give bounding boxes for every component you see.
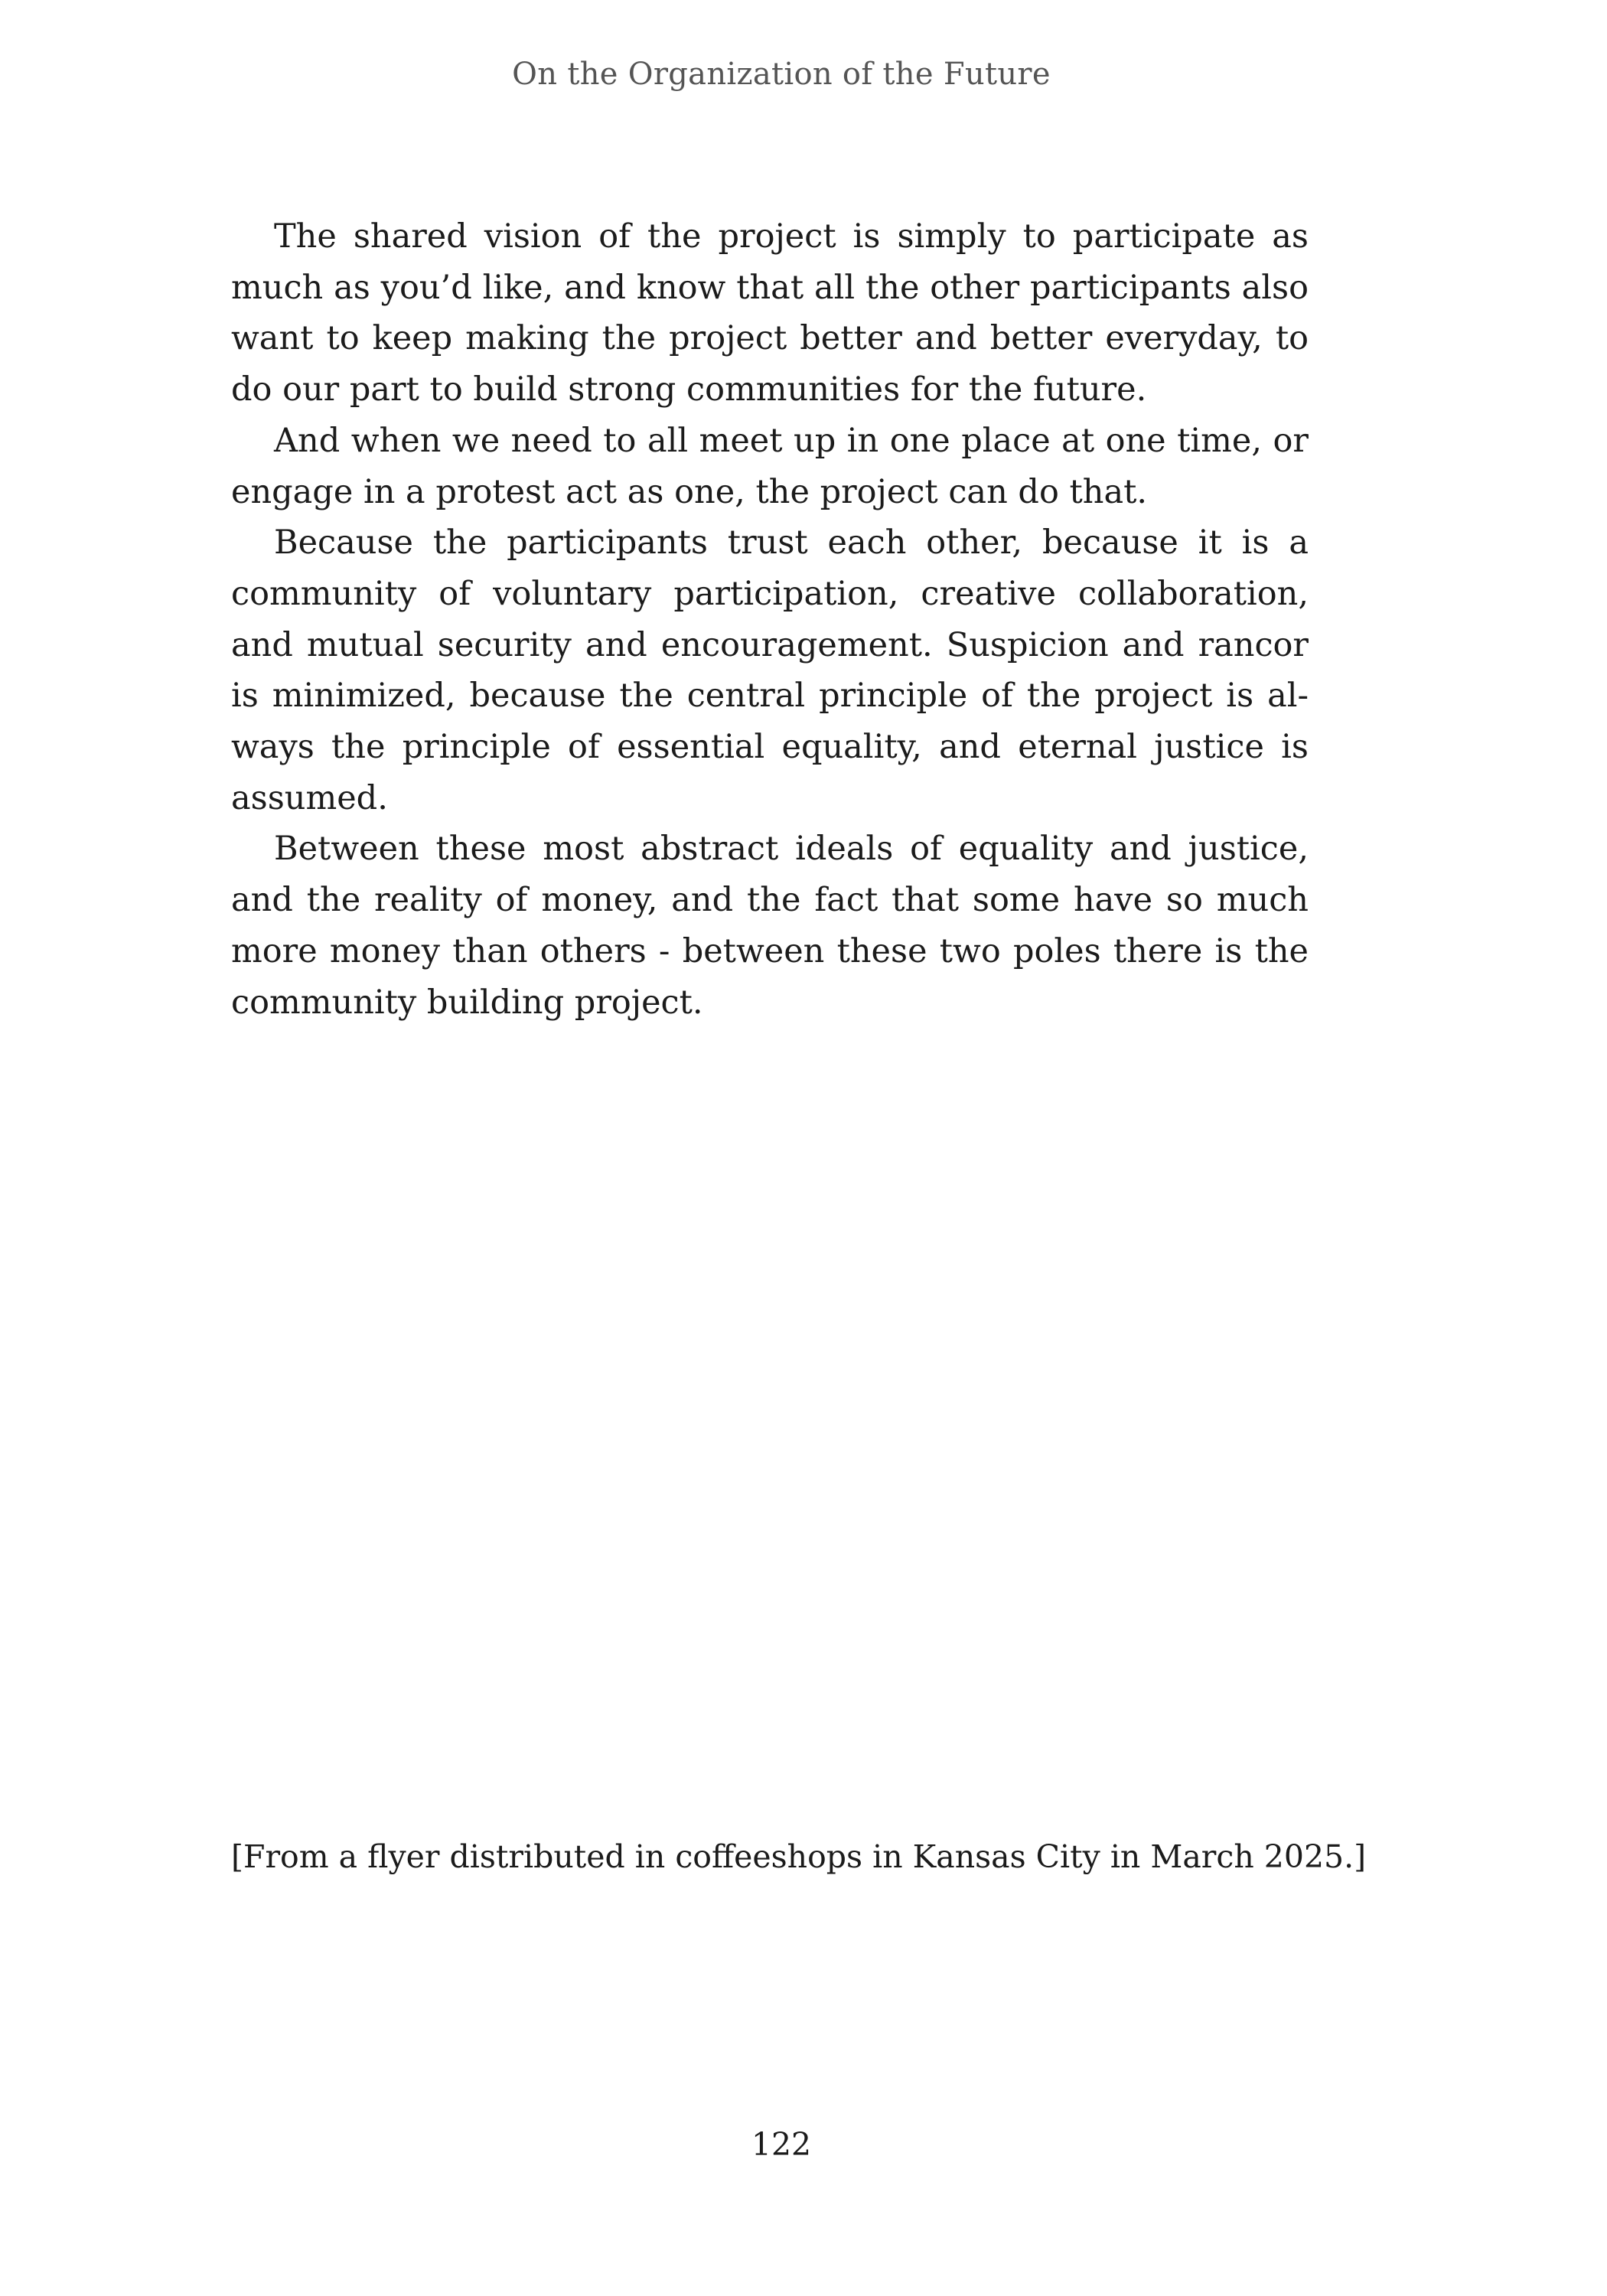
paragraph-meet-up: And when we need to all meet up in one place at one time, or engage in a protest act as one, the project can do that. — [231, 421, 1309, 511]
paragraph-shared-vision: The shared vision of the project is simply to participate as much as you’d like, and know that all the other participants also want to keep making the project better and better everyday, to do our part to build strong communities for the future. — [231, 217, 1309, 409]
body-text — [231, 211, 1309, 1028]
running-header: On the Organization of the Future — [512, 57, 1051, 92]
paragraph-trust: Because the participants trust each other, because it is a community of voluntary participation, creative collaboration, and mutual security and encouragement. Suspicion and rancor is minimized, because the central principle of the project is always the principle of essential equality, and eternal justice is assumed. — [231, 523, 1309, 817]
page-number: 122 — [751, 2126, 812, 2163]
source-note: [From a flyer distributed in coffeeshops in Kansas City in March 2025.] — [231, 1838, 1367, 1875]
paragraph-ideals: Between these most abstract ideals of equality and justice, and the reality of money, and the fact that some have so much more money than others - between these two poles there is the community building project. — [231, 830, 1309, 1022]
